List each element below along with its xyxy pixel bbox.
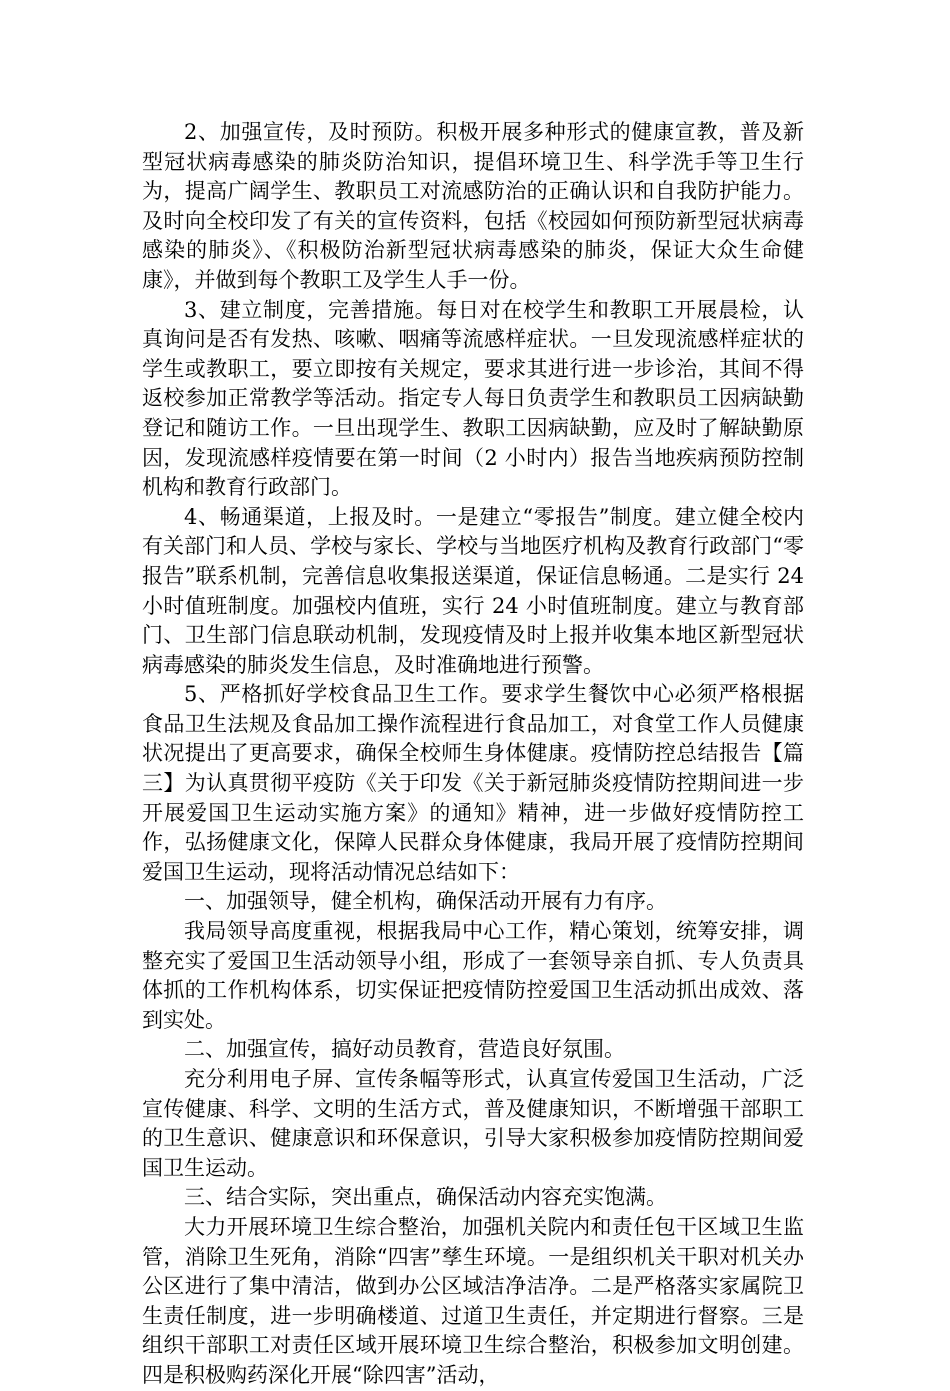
section-heading-focus: 三、结合实际，突出重点，确保活动内容充实饱满。 bbox=[184, 1185, 667, 1210]
section-heading-publicity: 二、加强宣传，搞好动员教育，营造良好氛围。 bbox=[184, 1037, 625, 1062]
document-page bbox=[142, 118, 804, 1391]
paragraph-publicity-mobilization: 充分利用电子屏、宣传条幅等形式，认真宣传爱国卫生活动，广泛宣传健康、科学、文明的生活方式，普及健康知识，不断增强干部职工的卫生意识、健康意识和环保意识，引导大家积极参加疫情防控期间爱国卫生运动。 bbox=[142, 1067, 804, 1180]
paragraph-reporting-channels: 4、畅通渠道，上报及时。一是建立“零报告”制度。建立健全校内有关部门和人员、学校与家长、学校与当地医疗机构及教育行政部门“零报告”联系机制，完善信息收集报送渠道，保证信息畅通。二是实行 24 小时值班制度。加强校内值班，实行 24 小时值班制度。建立与教育部门、卫生部门信息联动机制，发现疫情及时上报并收集本地区新型冠状病毒感染的肺炎发生信息，及时准确地进行预警。 bbox=[142, 504, 804, 677]
paragraph-environment: 大力开展环境卫生综合整治，加强机关院内和责任包干区域卫生监管，消除卫生死角，消除“四害”孳生环境。一是组织机关干职对机关办公区进行了集中清洁，做到办公区域洁净洁净。二是严格落实家属院卫生责任制度，进一步明确楼道、过道卫生责任，并定期进行督察。三是组织干部职工对责任区域开展环境卫生综合整治，积极参加文明创建。四是积极购药深化开展“除四害”活动， bbox=[142, 1214, 804, 1387]
paragraph-publicity: 2、加强宣传，及时预防。积极开展多种形式的健康宣教，普及新型冠状病毒感染的肺炎防治知识，提倡环境卫生、科学洗手等卫生行为，提高广阔学生、教职员工对流感防治的正确认识和自我防护能力。及时向全校印发了有关的宣传资料，包括《校园如何预防新型冠状病毒感染的肺炎》、《积极防治新型冠状病毒感染的肺炎，保证大众生命健康》，并做到每个教职工及学生人手一份。 bbox=[142, 120, 804, 292]
section-heading-leadership: 一、加强领导，健全机构，确保活动开展有力有序。 bbox=[184, 889, 667, 914]
paragraph-leadership: 我局领导高度重视，根据我局中心工作，精心策划，统筹安排，调整充实了爱国卫生活动领导小组，形成了一套领导亲自抓、专人负责具体抓的工作机构体系，切实保证把疫情防控爱国卫生活动抓出成效、落到实处。 bbox=[142, 919, 804, 1032]
paragraph-food-hygiene: 5、严格抓好学校食品卫生工作。要求学生餐饮中心必须严格根据食品卫生法规及食品加工操作流程进行食品加工，对食堂工作人员健康状况提出了更高要求，确保全校师生身体健康。疫情防控总结报告【篇三】为认真贯彻平疫防《关于印发《关于新冠肺炎疫情防控期间进一步开展爱国卫生运动实施方案》的通知》精神，进一步做好疫情防控工作，弘扬健康文化，保障人民群众身体健康，我局开展了疫情防控期间爱国卫生运动，现将活动情况总结如下： bbox=[142, 682, 804, 884]
paragraph-system-measures: 3、建立制度，完善措施。每日对在校学生和教职工开展晨检，认真询问是否有发热、咳嗽、咽痛等流感样症状。一旦发现流感样症状的学生或教职工，要立即按有关规定，要求其进行进一步诊治，其间不得返校参加正常教学等活动。指定专人每日负责学生和教职员工因病缺勤登记和随访工作。一旦出现学生、教职工因病缺勤，应及时了解缺勤原因，发现流感样疫情要在第一时间（2 小时内）报告当地疾病预防控制机构和教育行政部门。 bbox=[142, 297, 804, 500]
